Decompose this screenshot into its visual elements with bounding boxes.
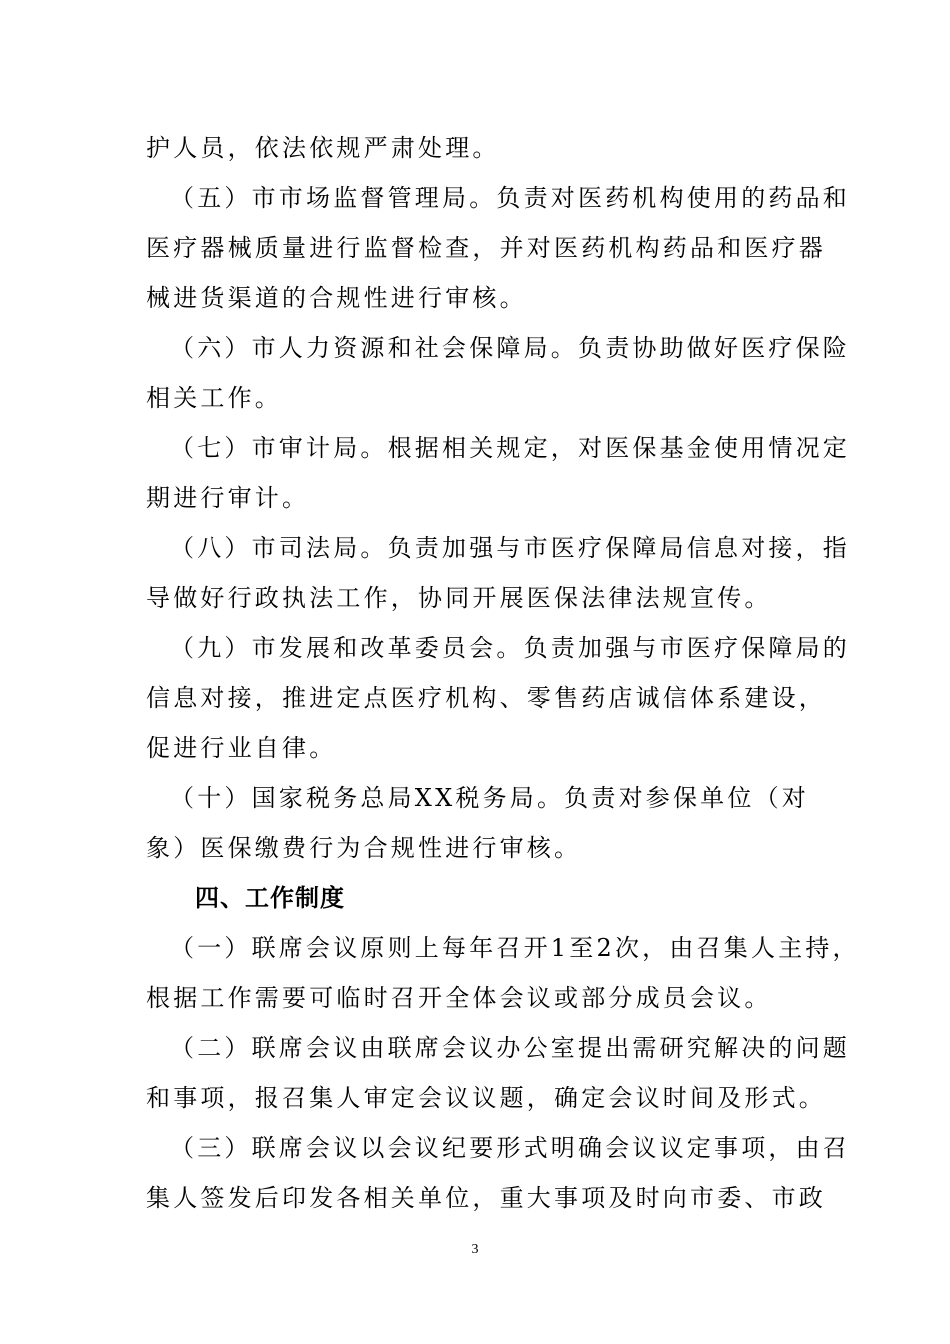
paragraph-line: （一）联席会议原则上每年召开1至2次，由召集人主持， [170, 934, 860, 962]
paragraph-line: （十）国家税务总局XX税务局。负责对参保单位（对 [170, 784, 809, 812]
section-heading: 四、工作制度 [195, 884, 345, 912]
paragraph-line: 和事项，报召集人审定会议议题，确定会议时间及形式。 [146, 1084, 826, 1112]
paragraph-line: 根据工作需要可临时召开全体会议或部分成员会议。 [146, 984, 772, 1012]
paragraph-line: （三）联席会议以会议纪要形式明确会议议定事项，由召 [170, 1134, 850, 1162]
paragraph-line: 导做好行政执法工作，协同开展医保法律法规宣传。 [146, 584, 772, 612]
paragraph-line: （五）市市场监督管理局。负责对医药机构使用的药品和 [170, 184, 850, 212]
paragraph-line: 相关工作。 [146, 384, 282, 412]
paragraph-line: 医疗器械质量进行监督检查，并对医药机构药品和医疗器 [146, 234, 826, 262]
paragraph-line: （八）市司法局。负责加强与市医疗保障局信息对接，指 [170, 534, 850, 562]
paragraph-line: 象）医保缴费行为合规性进行审核。 [146, 834, 582, 862]
paragraph-line: （二）联席会议由联席会议办公室提出需研究解决的问题 [170, 1034, 850, 1062]
paragraph-line: 促进行业自律。 [146, 734, 337, 762]
paragraph-line: （九）市发展和改革委员会。负责加强与市医疗保障局的 [170, 634, 850, 662]
paragraph-line: 集人签发后印发各相关单位，重大事项及时向市委、市政 [146, 1184, 826, 1212]
paragraph-line: 期进行审计。 [146, 484, 310, 512]
paragraph-line: （六）市人力资源和社会保障局。负责协助做好医疗保险 [170, 334, 850, 362]
paragraph-line: 护人员，依法依规严肃处理。 [146, 134, 500, 162]
page-number: 3 [471, 1242, 479, 1257]
paragraph-line: （七）市审计局。根据相关规定，对医保基金使用情况定 [170, 434, 850, 462]
paragraph-line: 械进货渠道的合规性进行审核。 [146, 284, 527, 312]
paragraph-line: 信息对接，推进定点医疗机构、零售药店诚信体系建设， [146, 684, 826, 712]
